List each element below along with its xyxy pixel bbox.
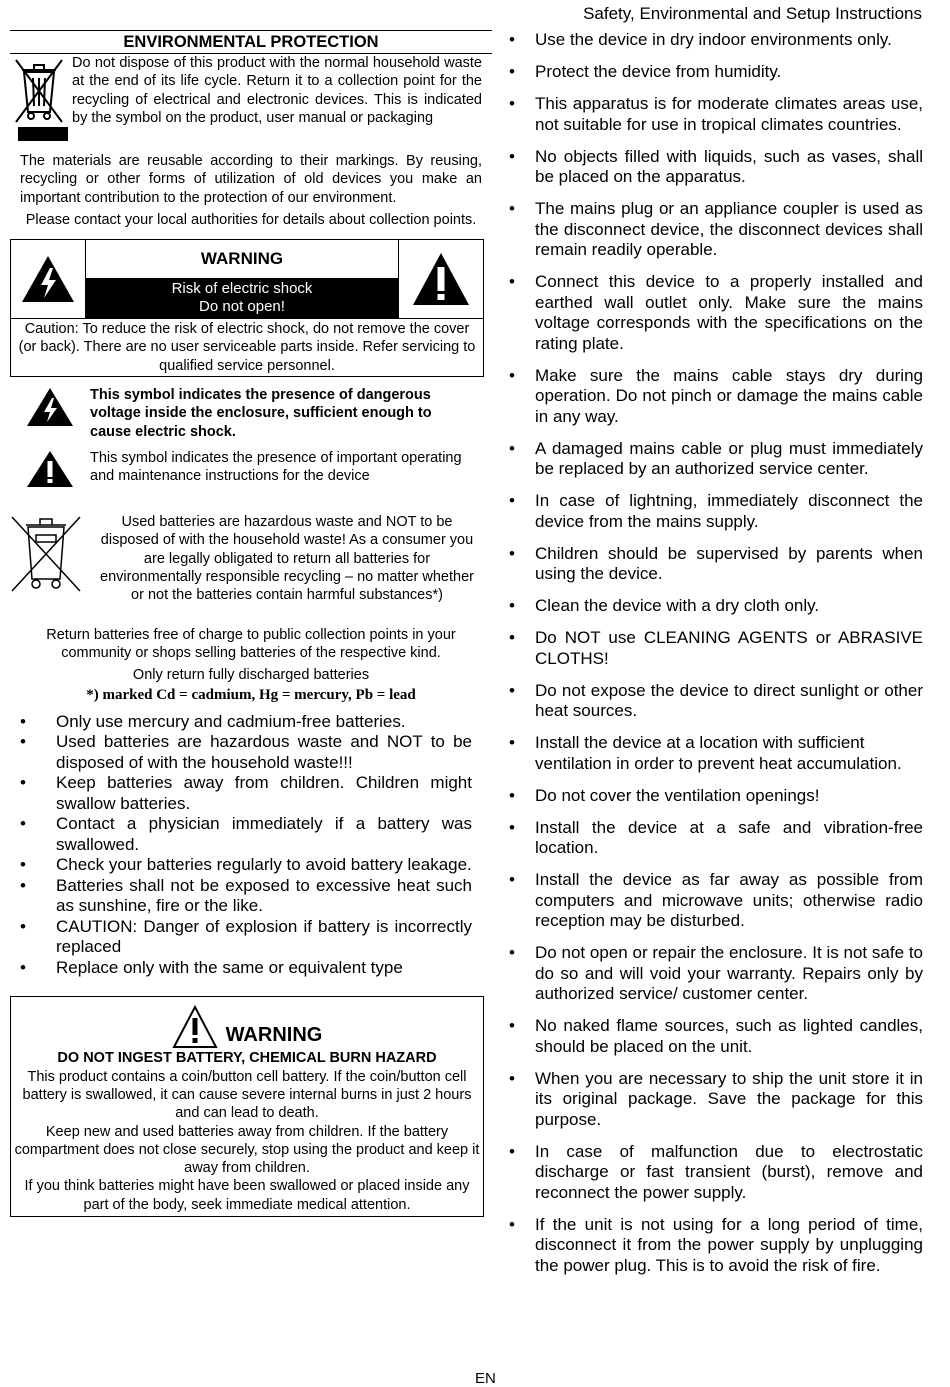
- voltage-symbol-text: This symbol indicates the presence of dangerous voltage inside the enclosure, sufficient enough to cause electric shock.: [90, 387, 432, 440]
- page-header: Safety, Environmental and Setup Instructions: [583, 4, 922, 23]
- battery-bin-icon: [10, 513, 82, 593]
- list-item: • Only use mercury and cadmium-free batteries.: [20, 711, 406, 731]
- list-item: • Protect the device from humidity.: [509, 62, 782, 81]
- caution-text: Caution: To reduce the risk of electric shock, do not remove the cover (or back). There are no user serviceable parts inside. Refer servicing to qualified service personnel.: [18, 321, 476, 374]
- instructions-symbol-text: This symbol indicates the presence of important operating and maintenance instructions for the device: [90, 449, 462, 485]
- battery-return-text: Return batteries free of charge to public collection points in your community or shops selling batteries of the respective kind.: [46, 626, 456, 662]
- list-item: • In case of malfunction due to electrostatic discharge or fast transient (burst), remove and reconnect the power supply.: [509, 1141, 923, 1202]
- env-paragraph: The materials are reusable according to their markings. By reusing, recycling or other forms of utilization of old devices you make an important contribution to the protection of our environment.: [20, 153, 482, 206]
- list-item: • The mains plug or an appliance coupler is used as the disconnect device, the disconnect devices shall remain readily operable.: [509, 199, 923, 259]
- battery-disposal-block: [10, 513, 492, 623]
- exclamation-warning-icon: [399, 240, 483, 318]
- env-title: ENVIRONMENTAL PROTECTION: [10, 30, 492, 54]
- list-item: • No objects filled with liquids, such as vases, shall be placed on the apparatus.: [509, 146, 923, 186]
- left-column: [10, 30, 492, 1217]
- ingest-warning-p2: Keep new and used batteries away from children. If the battery compartment does not close securely, stop using the product and keep it away from children.: [14, 1123, 480, 1177]
- language-footer: EN: [475, 1370, 496, 1387]
- list-item: • No naked flame sources, such as lighted candles, should be placed on the unit.: [509, 1016, 923, 1056]
- list-item: • When you are necessary to ship the unit store it in its original package. Save the package for this purpose.: [509, 1068, 923, 1129]
- shock-line: Risk of electric shock: [171, 280, 313, 298]
- ingest-warning-p1: This product contains a coin/button cell battery. If the coin/button cell battery is swallowed, it can cause severe internal burns in just 2 hours and can lead to death.: [22, 1068, 472, 1122]
- exclamation-icon: [172, 1005, 218, 1049]
- list-item: • This apparatus is for moderate climates areas use, not suitable for use in tropical climates countries.: [509, 94, 923, 134]
- battery-bullet-list: [10, 712, 492, 979]
- ingest-warning-title: WARNING: [225, 1024, 323, 1047]
- lightning-warning-icon: [11, 240, 85, 318]
- list-item: • Do NOT use CLEANING AGENTS or ABRASIVE CLOTHS!: [509, 628, 923, 668]
- list-item: • In case of lightning, immediately disconnect the device from the mains supply.: [509, 491, 923, 531]
- ingest-warning-p3: If you think batteries might have been swallowed or placed inside any part of the body, seek immediate medical attention.: [24, 1178, 470, 1213]
- battery-discharged-text: Only return fully discharged batteries: [132, 666, 370, 683]
- list-item: • Used batteries are hazardous waste and NOT to be disposed of with the household waste!!!: [20, 732, 472, 772]
- crossed-bin-icon: [14, 56, 66, 126]
- list-item: • Install the device at a safe and vibration-free location.: [509, 817, 923, 857]
- chemical-note: *) marked Cd = cadmium, Hg = mercury, Pb = lead: [86, 686, 416, 703]
- exclamation-icon: [10, 449, 90, 489]
- env-contact-paragraph: Please contact your local authorities for details about collection points.: [25, 211, 477, 228]
- list-item: • If the unit is not using for a long period of time, disconnect it from the power supply by unplugging the power plug. This is to avoid the risk of fire.: [509, 1214, 923, 1275]
- shock-warning-box: [10, 239, 484, 377]
- ingest-warning-box: [10, 996, 484, 1217]
- list-item: • Use the device in dry indoor environments only.: [509, 30, 892, 49]
- do-not-open-line: Do not open!: [199, 298, 285, 316]
- list-item: • Contact a physician immediately if a battery was swallowed.: [20, 814, 472, 854]
- warning-title: WARNING: [200, 249, 284, 269]
- list-item: • Do not open or repair the enclosure. It is not safe to do so and will void your warranty. Repairs only by authorized service/ customer center.: [509, 943, 923, 1003]
- list-item: • Check your batteries regularly to avoid battery leakage.: [20, 855, 472, 875]
- battery-disposal-text: Used batteries are hazardous waste and NOT to be disposed of with the household waste! As a consumer you are legally obligated to return all batteries for environmentally responsible recycling – no matter whether or not the batteries contain harmful substances*): [100, 513, 474, 604]
- lightning-icon: [10, 386, 90, 428]
- list-item: • Keep batteries away from children. Children might swallow batteries.: [20, 773, 472, 813]
- env-intro-block: [10, 54, 492, 152]
- list-item: • Install the device at a location with sufficient ventilation in order to prevent heat accumulation.: [509, 733, 902, 773]
- ingest-warning-subtitle: DO NOT INGEST BATTERY, CHEMICAL BURN HAZARD: [57, 1050, 437, 1067]
- list-item: • A damaged mains cable or plug must immediately be replaced by an authorized service center.: [509, 438, 923, 478]
- list-item: • Replace only with the same or equivalent type: [20, 957, 403, 977]
- right-column: [509, 30, 923, 1288]
- instructions-symbol-row: [10, 449, 492, 489]
- list-item: • Connect this device to a properly installed and earthed wall outlet only. Make sure the mains voltage corresponds with the specifications on the rating plate.: [509, 272, 923, 353]
- warning-shock-label: [86, 278, 398, 318]
- list-item: • Install the device as far away as possible from computers and microwave units; otherwise radio reception may be disturbed.: [509, 870, 923, 930]
- list-item: • Do not cover the ventilation openings!: [509, 785, 820, 805]
- list-item: • CAUTION: Danger of explosion if battery is incorrectly replaced: [20, 916, 472, 957]
- black-bar-symbol: [18, 127, 68, 141]
- env-intro-text: Do not dispose of this product with the normal household waste at the end of its life cycle. Return it to a collection point for the recycling of electrical and electronic devices. This is indicated by the symbol on the product, user manual or packaging: [72, 55, 482, 126]
- safety-list: [509, 30, 923, 1276]
- voltage-symbol-row: [10, 386, 492, 441]
- list-item: • Do not expose the device to direct sunlight or other heat sources.: [509, 680, 923, 720]
- list-item: • Clean the device with a dry cloth only.: [509, 596, 820, 615]
- list-item: • Batteries shall not be exposed to excessive heat such as sunshine, fire or the like.: [20, 875, 472, 916]
- list-item: • Make sure the mains cable stays dry during operation. Do not pinch or damage the mains cable in any way.: [509, 365, 923, 426]
- list-item: • Children should be supervised by parents when using the device.: [509, 543, 923, 583]
